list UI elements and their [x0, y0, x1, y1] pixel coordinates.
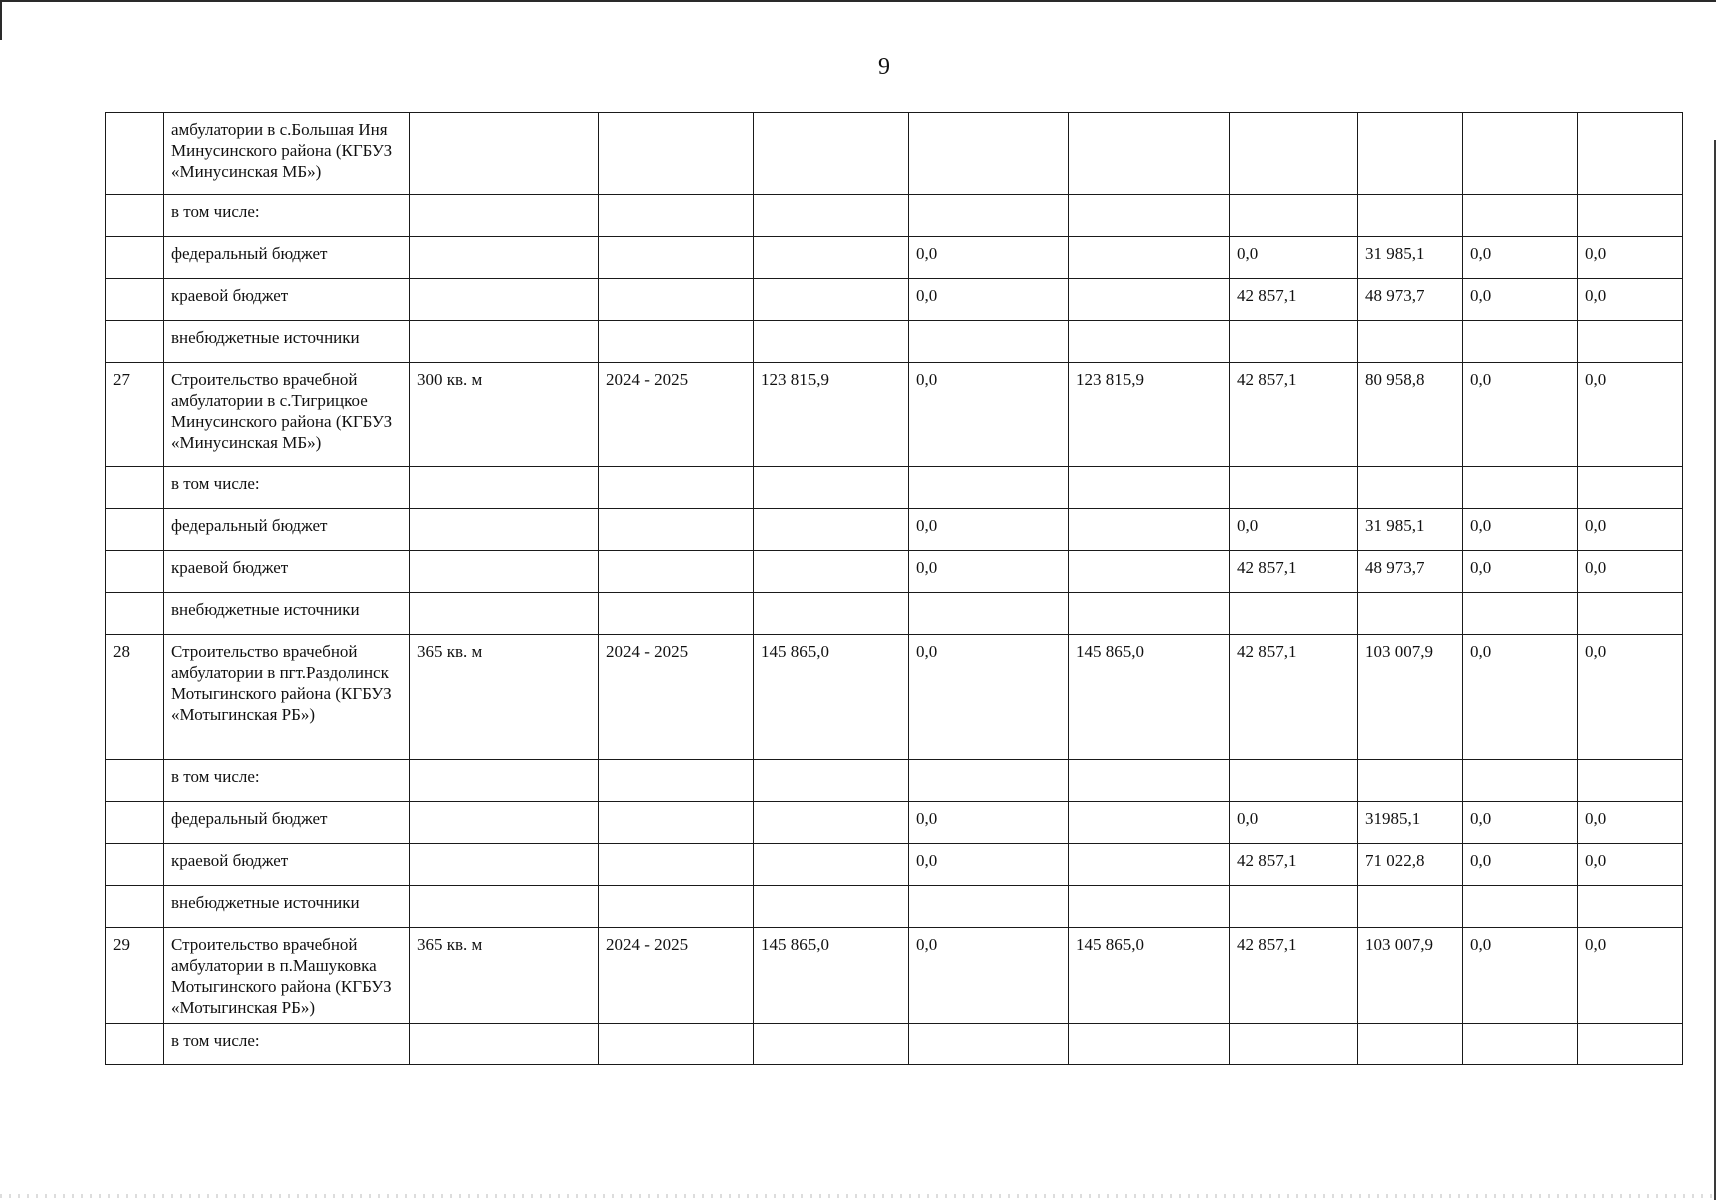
- cell-number: [106, 321, 164, 363]
- cell-value: 31 985,1: [1358, 237, 1463, 279]
- table-row: [106, 509, 1683, 551]
- cell-value: [909, 760, 1069, 802]
- cell-value: [1069, 113, 1230, 195]
- cell-value: [1578, 113, 1683, 195]
- cell-value: 0,0: [1463, 802, 1578, 844]
- cell-name: краевой бюджет: [164, 551, 410, 593]
- table-row: [106, 886, 1683, 928]
- table-row: [106, 467, 1683, 509]
- cell-period: [599, 551, 754, 593]
- cell-value: [754, 321, 909, 363]
- cell-value: [1578, 321, 1683, 363]
- cell-value: [1463, 467, 1578, 509]
- cell-value: 42 857,1: [1230, 279, 1358, 321]
- table-row: [106, 1024, 1683, 1065]
- cell-value: [754, 886, 909, 928]
- cell-value: [1230, 886, 1358, 928]
- cell-value: [1069, 1024, 1230, 1065]
- cell-value: [1069, 237, 1230, 279]
- cell-value: 42 857,1: [1230, 363, 1358, 467]
- cell-value: [909, 113, 1069, 195]
- cell-value: [1358, 113, 1463, 195]
- cell-value: 0,0: [1230, 237, 1358, 279]
- cell-value: [1463, 760, 1578, 802]
- cell-value: 31985,1: [1358, 802, 1463, 844]
- scan-noise: [0, 1194, 1716, 1198]
- scan-border-top: [0, 0, 1716, 2]
- cell-name: внебюджетные источники: [164, 321, 410, 363]
- cell-capacity: [410, 760, 599, 802]
- cell-period: [599, 1024, 754, 1065]
- cell-value: 145 865,0: [754, 635, 909, 760]
- cell-number: [106, 279, 164, 321]
- cell-value: [1358, 593, 1463, 635]
- cell-value: 71 022,8: [1358, 844, 1463, 886]
- cell-name: в том числе:: [164, 1024, 410, 1065]
- cell-value: [1069, 886, 1230, 928]
- cell-value: 0,0: [1463, 237, 1578, 279]
- cell-value: [1069, 467, 1230, 509]
- cell-value: 0,0: [909, 928, 1069, 1024]
- cell-value: 42 857,1: [1230, 928, 1358, 1024]
- cell-capacity: [410, 802, 599, 844]
- table-row: [106, 321, 1683, 363]
- cell-capacity: 365 кв. м: [410, 635, 599, 760]
- cell-value: [1069, 593, 1230, 635]
- cell-capacity: [410, 551, 599, 593]
- cell-name: амбулатории в с.Большая Иня Минусинского района (КГБУЗ «Минусинская МБ»): [164, 113, 410, 195]
- cell-value: 0,0: [1230, 509, 1358, 551]
- table-row: [106, 635, 1683, 760]
- cell-number: [106, 467, 164, 509]
- cell-value: 42 857,1: [1230, 551, 1358, 593]
- cell-value: 0,0: [1578, 635, 1683, 760]
- cell-capacity: [410, 886, 599, 928]
- cell-value: 31 985,1: [1358, 509, 1463, 551]
- cell-value: 0,0: [909, 635, 1069, 760]
- cell-value: [1230, 321, 1358, 363]
- cell-value: [754, 279, 909, 321]
- cell-value: [1463, 321, 1578, 363]
- cell-value: 103 007,9: [1358, 635, 1463, 760]
- cell-value: [1578, 593, 1683, 635]
- cell-period: [599, 195, 754, 237]
- cell-value: [1358, 321, 1463, 363]
- cell-value: [1230, 467, 1358, 509]
- cell-name: Строительство врачебной амбулатории в с.Тигрицкое Минусинского района (КГБУЗ «Минусинская МБ»): [164, 363, 410, 467]
- cell-value: 80 958,8: [1358, 363, 1463, 467]
- cell-value: [1578, 195, 1683, 237]
- cell-value: 0,0: [1578, 509, 1683, 551]
- cell-value: [1069, 802, 1230, 844]
- table-row: [106, 593, 1683, 635]
- cell-value: 0,0: [1463, 844, 1578, 886]
- cell-capacity: [410, 237, 599, 279]
- cell-name: внебюджетные источники: [164, 593, 410, 635]
- cell-value: [1358, 760, 1463, 802]
- cell-period: [599, 509, 754, 551]
- cell-value: 0,0: [1463, 509, 1578, 551]
- cell-name: Строительство врачебной амбулатории в п.Машуковка Мотыгинского района (КГБУЗ «Мотыгинская РБ»): [164, 928, 410, 1024]
- cell-value: 0,0: [1463, 279, 1578, 321]
- cell-value: 0,0: [909, 363, 1069, 467]
- cell-value: [1463, 1024, 1578, 1065]
- cell-value: [1358, 886, 1463, 928]
- cell-value: 0,0: [1230, 802, 1358, 844]
- cell-value: [754, 113, 909, 195]
- budget-table: [105, 112, 1683, 1065]
- cell-value: [754, 1024, 909, 1065]
- table-row: [106, 195, 1683, 237]
- cell-value: [1358, 467, 1463, 509]
- cell-name: Строительство врачебной амбулатории в пгт.Раздолинск Мотыгинского района (КГБУЗ «Мотыгинская РБ»): [164, 635, 410, 760]
- cell-number: 29: [106, 928, 164, 1024]
- cell-value: 0,0: [1578, 279, 1683, 321]
- cell-value: [909, 1024, 1069, 1065]
- cell-value: [754, 467, 909, 509]
- cell-name: федеральный бюджет: [164, 237, 410, 279]
- cell-value: [1069, 279, 1230, 321]
- cell-period: [599, 760, 754, 802]
- cell-value: 103 007,9: [1358, 928, 1463, 1024]
- cell-name: в том числе:: [164, 760, 410, 802]
- cell-value: [1230, 1024, 1358, 1065]
- cell-value: 0,0: [1578, 363, 1683, 467]
- cell-value: [754, 551, 909, 593]
- table-row: [106, 363, 1683, 467]
- cell-capacity: [410, 195, 599, 237]
- cell-period: [599, 321, 754, 363]
- cell-name: федеральный бюджет: [164, 802, 410, 844]
- table-row: [106, 237, 1683, 279]
- cell-value: [1463, 593, 1578, 635]
- table-row: [106, 844, 1683, 886]
- cell-value: 0,0: [1463, 363, 1578, 467]
- cell-value: [754, 195, 909, 237]
- cell-number: [106, 551, 164, 593]
- cell-name: краевой бюджет: [164, 279, 410, 321]
- cell-capacity: 365 кв. м: [410, 928, 599, 1024]
- cell-value: [754, 509, 909, 551]
- cell-value: [754, 237, 909, 279]
- cell-value: [1069, 509, 1230, 551]
- cell-value: [1578, 760, 1683, 802]
- cell-value: [1069, 321, 1230, 363]
- cell-value: 123 815,9: [1069, 363, 1230, 467]
- cell-value: [1069, 844, 1230, 886]
- cell-value: [1463, 195, 1578, 237]
- cell-value: [1230, 195, 1358, 237]
- cell-number: 27: [106, 363, 164, 467]
- cell-value: [909, 593, 1069, 635]
- cell-value: [1230, 113, 1358, 195]
- cell-value: 0,0: [909, 237, 1069, 279]
- cell-value: 42 857,1: [1230, 635, 1358, 760]
- cell-capacity: 300 кв. м: [410, 363, 599, 467]
- cell-period: [599, 279, 754, 321]
- cell-capacity: [410, 467, 599, 509]
- cell-number: [106, 113, 164, 195]
- cell-value: 0,0: [909, 509, 1069, 551]
- cell-value: [909, 195, 1069, 237]
- cell-value: [1069, 195, 1230, 237]
- cell-value: 0,0: [1463, 635, 1578, 760]
- cell-period: [599, 802, 754, 844]
- cell-number: [106, 593, 164, 635]
- table-row: [106, 279, 1683, 321]
- cell-number: [106, 195, 164, 237]
- cell-number: [106, 1024, 164, 1065]
- cell-number: [106, 760, 164, 802]
- cell-value: 0,0: [909, 844, 1069, 886]
- cell-value: [754, 802, 909, 844]
- cell-period: 2024 - 2025: [599, 928, 754, 1024]
- cell-value: [1578, 467, 1683, 509]
- cell-period: 2024 - 2025: [599, 363, 754, 467]
- cell-number: [106, 886, 164, 928]
- cell-value: [754, 844, 909, 886]
- cell-value: [1358, 195, 1463, 237]
- cell-name: краевой бюджет: [164, 844, 410, 886]
- cell-capacity: [410, 1024, 599, 1065]
- cell-value: [1358, 1024, 1463, 1065]
- cell-value: [1578, 886, 1683, 928]
- cell-capacity: [410, 321, 599, 363]
- cell-period: 2024 - 2025: [599, 635, 754, 760]
- cell-value: [909, 467, 1069, 509]
- cell-capacity: [410, 279, 599, 321]
- table-row: [106, 113, 1683, 195]
- table-row: [106, 551, 1683, 593]
- cell-number: [106, 237, 164, 279]
- cell-period: [599, 467, 754, 509]
- cell-name: внебюджетные источники: [164, 886, 410, 928]
- scan-border-left: [0, 0, 2, 40]
- cell-value: 145 865,0: [1069, 635, 1230, 760]
- cell-value: 0,0: [1578, 802, 1683, 844]
- cell-capacity: [410, 113, 599, 195]
- cell-value: 0,0: [1463, 928, 1578, 1024]
- cell-value: 145 865,0: [754, 928, 909, 1024]
- cell-value: [909, 886, 1069, 928]
- cell-number: [106, 509, 164, 551]
- cell-value: [1230, 593, 1358, 635]
- cell-value: [754, 760, 909, 802]
- cell-value: 0,0: [909, 279, 1069, 321]
- cell-value: 0,0: [909, 551, 1069, 593]
- cell-name: федеральный бюджет: [164, 509, 410, 551]
- cell-name: в том числе:: [164, 467, 410, 509]
- cell-value: 42 857,1: [1230, 844, 1358, 886]
- cell-period: [599, 113, 754, 195]
- cell-period: [599, 593, 754, 635]
- cell-value: 0,0: [909, 802, 1069, 844]
- cell-value: 0,0: [1463, 551, 1578, 593]
- cell-value: 123 815,9: [754, 363, 909, 467]
- cell-capacity: [410, 509, 599, 551]
- cell-period: [599, 886, 754, 928]
- cell-value: [1230, 760, 1358, 802]
- cell-value: [1578, 1024, 1683, 1065]
- cell-value: [909, 321, 1069, 363]
- cell-value: [754, 593, 909, 635]
- cell-number: 28: [106, 635, 164, 760]
- table-row: [106, 928, 1683, 1024]
- table-row: [106, 802, 1683, 844]
- cell-value: [1463, 113, 1578, 195]
- cell-capacity: [410, 593, 599, 635]
- cell-value: 0,0: [1578, 551, 1683, 593]
- cell-value: [1069, 551, 1230, 593]
- cell-value: 0,0: [1578, 237, 1683, 279]
- cell-value: 48 973,7: [1358, 551, 1463, 593]
- cell-value: 145 865,0: [1069, 928, 1230, 1024]
- cell-value: [1463, 886, 1578, 928]
- cell-period: [599, 237, 754, 279]
- cell-value: [1069, 760, 1230, 802]
- cell-value: 0,0: [1578, 928, 1683, 1024]
- cell-value: 48 973,7: [1358, 279, 1463, 321]
- table-row: [106, 760, 1683, 802]
- cell-period: [599, 844, 754, 886]
- cell-number: [106, 802, 164, 844]
- cell-value: 0,0: [1578, 844, 1683, 886]
- cell-name: в том числе:: [164, 195, 410, 237]
- cell-number: [106, 844, 164, 886]
- cell-capacity: [410, 844, 599, 886]
- page-number: 9: [878, 54, 890, 80]
